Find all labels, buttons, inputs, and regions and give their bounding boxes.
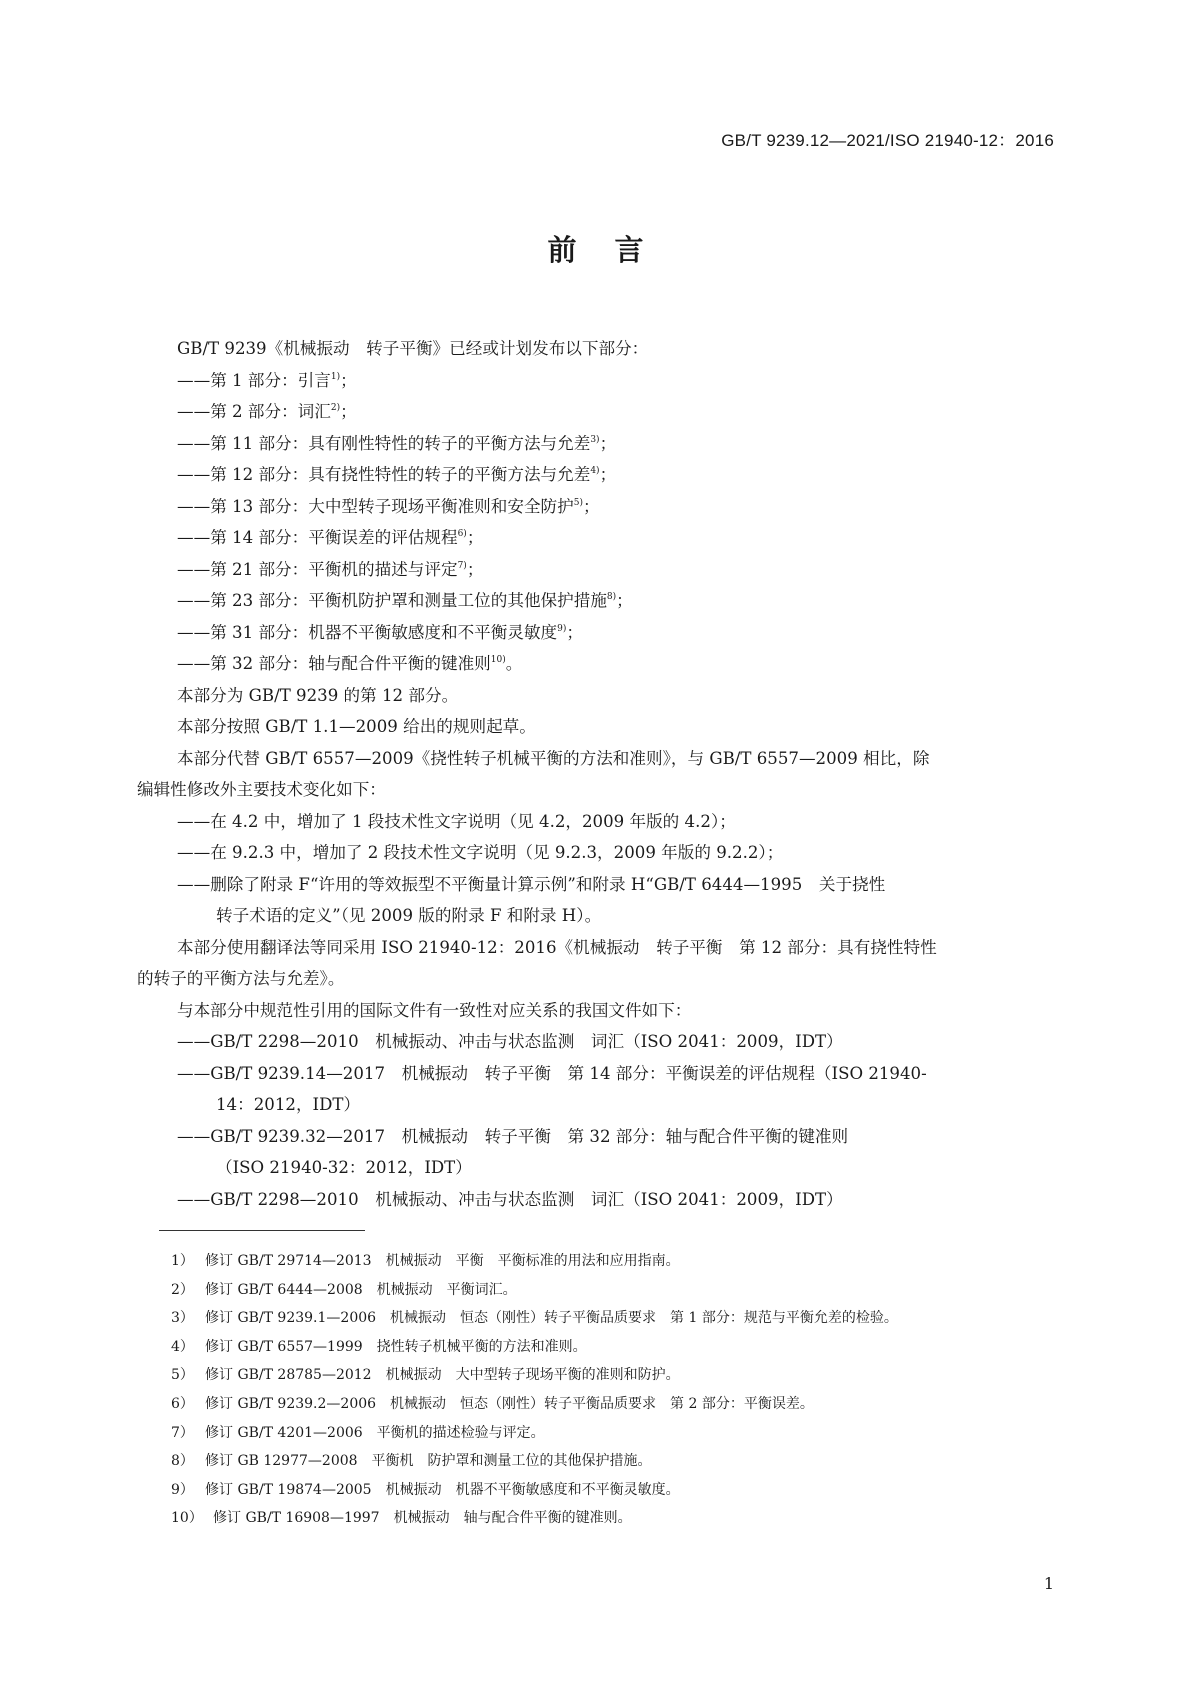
change-item-3-line1: ——删除了附录 F“许用的等效振型不平衡量计算示例”和附录 H“GB/T 6444—1995 关于挠性 xyxy=(177,874,886,894)
adopt-paragraph-line1: 本部分使用翻译法等同采用 ISO 21940-12：2016《机械振动 转子平衡 第 12 部分：具有挠性特性 xyxy=(177,937,937,957)
footnote-8: 8） 修订 GB 12977—2008 平衡机 防护罩和测量工位的其他保护措施。 xyxy=(171,1453,652,1470)
footnotes xyxy=(171,1247,1071,1533)
refs-intro-paragraph: 与本部分中规范性引用的国际文件有一致性对应关系的我国文件如下： xyxy=(177,1000,692,1020)
footnote-ref: 8) xyxy=(606,592,617,602)
document-code-header: GB/T 9239.12—2021/ISO 21940-12：2016 xyxy=(721,131,1054,150)
footnote-ref: 4) xyxy=(590,466,600,476)
drafting-rules-paragraph: 本部分按照 GB/T 1.1—2009 给出的规则起草。 xyxy=(177,717,536,736)
footnote-2: 2） 修订 GB/T 6444—2008 机械振动 平衡词汇。 xyxy=(171,1281,517,1298)
adopt-paragraph-line2: 的转子的平衡方法与允差》。 xyxy=(137,969,345,988)
replace-paragraph-line2: 编辑性修改外主要技术变化如下： xyxy=(137,780,386,799)
part-item-11: ——第 11 部分：具有刚性特性的转子的平衡方法与允差$^{3)}$； xyxy=(177,433,617,453)
part-item-21: ——第 21 部分：平衡机的描述与评定$^{7)}$； xyxy=(177,559,484,579)
footnote-ref: 2) xyxy=(330,403,341,413)
ref-item-2-line1: ——GB/T 9239.14—2017 机械振动 转子平衡 第 14 部分：平衡误差的评估规程（ISO 21940- xyxy=(177,1063,927,1083)
intro-paragraph: GB/T 9239《机械振动 转子平衡》已经或计划发布以下部分： xyxy=(177,339,649,358)
replace-paragraph-line1: 本部分代替 GB/T 6557—2009《挠性转子机械平衡的方法和准则》，与 GB/T 6557—2009 相比，除 xyxy=(177,748,930,768)
part-item-2: ——第 2 部分：词汇$^{2)}$； xyxy=(177,402,357,421)
change-item-3-line2: 转子术语的定义”（见 2009 版的附录 F 和附录 H）。 xyxy=(216,906,602,925)
footnote-4: 4） 修订 GB/T 6557—1999 挠性转子机械平衡的方法和准则。 xyxy=(171,1338,587,1355)
part-item-14: ——第 14 部分：平衡误差的评估规程$^{6)}$； xyxy=(177,528,484,547)
footnote-7: 7） 修订 GB/T 4201—2006 平衡机的描述检验与评定。 xyxy=(171,1424,545,1441)
ref-item-1: ——GB/T 2298—2010 机械振动、冲击与状态监测 词汇（ISO 2041：2009，IDT） xyxy=(177,1032,843,1051)
footnote-1: 1） 修订 GB/T 29714—2013 机械振动 平衡 平衡标准的用法和应用指南。 xyxy=(171,1253,680,1269)
footnote-9: 9） 修订 GB/T 19874—2005 机械振动 机器不平衡敏感度和不平衡灵敏度。 xyxy=(171,1481,680,1498)
footnote-ref: 10) xyxy=(490,655,506,665)
ref-item-3-line1: ——GB/T 9239.32—2017 机械振动 转子平衡 第 32 部分：轴与配合件平衡的键准则 xyxy=(177,1126,849,1146)
page-title: 前言 xyxy=(547,233,682,267)
part-item-12: ——第 12 部分：具有挠性特性的转子的平衡方法与允差$^{4)}$； xyxy=(177,465,617,484)
footnote-ref: 5) xyxy=(573,497,583,508)
part-item-13: ——第 13 部分：大中型转子现场平衡准则和安全防护$^{5)}$； xyxy=(177,496,600,516)
page-number: 1 xyxy=(1043,1574,1054,1593)
part-item-32: ——第 32 部分：轴与配合件平衡的键准则$^{10)}$。 xyxy=(177,654,523,673)
footnote-6: 6） 修订 GB/T 9239.2—2006 机械振动 恒态（刚性）转子平衡品质要求 第 2 部分：平衡误差。 xyxy=(171,1395,814,1412)
ref-item-4: ——GB/T 2298—2010 机械振动、冲击与状态监测 词汇（ISO 2041：2009，IDT） xyxy=(177,1189,843,1209)
footnote-5: 5） 修订 GB/T 28785—2012 机械振动 大中型转子现场平衡的准则和防护。 xyxy=(171,1367,680,1384)
foreword-body xyxy=(137,333,1054,1215)
footnote-separator xyxy=(159,1230,365,1231)
footnote-ref: 1) xyxy=(330,371,341,382)
footnote-ref: 7) xyxy=(457,560,467,571)
footnote-ref: 6) xyxy=(457,529,467,539)
part-item-31: ——第 31 部分：机器不平衡敏感度和不平衡灵敏度$^{9)}$； xyxy=(177,622,583,642)
ref-item-2-line2: 14：2012，IDT） xyxy=(216,1095,361,1114)
part-number-paragraph: 本部分为 GB/T 9239 的第 12 部分。 xyxy=(177,685,459,705)
change-item-1: ——在 4.2 中，增加了 1 段技术性文字说明（见 4.2，2009 年版的 4.2）； xyxy=(177,811,736,831)
footnote-ref: 9) xyxy=(557,623,567,634)
footnote-10: 10） 修订 GB/T 16908—1997 机械振动 轴与配合件平衡的键准则。 xyxy=(171,1510,632,1527)
ref-item-3-line2: （ISO 21940-32：2012，IDT） xyxy=(216,1158,472,1177)
part-item-23: ——第 23 部分：平衡机防护罩和测量工位的其他保护措施$^{8)}$； xyxy=(177,591,633,610)
change-item-2: ——在 9.2.3 中，增加了 2 段技术性文字说明（见 9.2.3，2009 年版的 9.2.2）； xyxy=(177,843,784,862)
footnote-ref: 3) xyxy=(590,434,600,445)
footnote-3: 3） 修订 GB/T 9239.1—2006 机械振动 恒态（刚性）转子平衡品质要求 第 1 部分：规范与平衡允差的检验。 xyxy=(171,1310,898,1327)
part-item-1: ——第 1 部分：引言$^{1)}$； xyxy=(177,370,357,390)
